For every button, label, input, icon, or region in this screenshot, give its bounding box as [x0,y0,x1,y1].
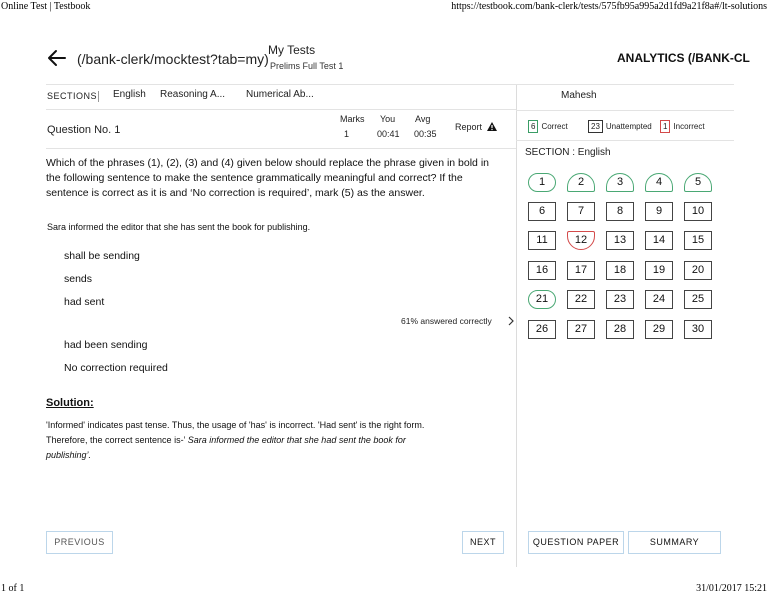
warning-icon [487,122,497,131]
question-box-24[interactable]: 24 [645,290,673,309]
my-tests-title[interactable]: My Tests [268,43,316,57]
question-box-5[interactable]: 5 [684,173,712,192]
question-box-13[interactable]: 13 [606,231,634,250]
question-box-8[interactable]: 8 [606,202,634,221]
tab-numerical[interactable]: Numerical Ab... [246,89,314,100]
tab-reasoning[interactable]: Reasoning A... [160,89,226,100]
tab-english[interactable]: English [113,89,146,100]
header-divider [46,84,734,85]
solution-line-3 [46,448,506,463]
question-box-16[interactable]: 16 [528,261,556,280]
question-bar-divider [46,148,516,149]
question-box-2[interactable]: 2 [567,173,595,192]
you-label: You [380,114,396,124]
next-button[interactable]: NEXT [462,531,504,554]
legend-unattempted [588,119,652,133]
analytics-link[interactable]: ANALYTICS (/BANK-CL [617,51,750,65]
back-arrow-icon[interactable] [46,47,68,69]
question-box-29[interactable]: 29 [645,320,673,339]
solution-title: Solution: [46,397,94,409]
question-paper-button[interactable]: QUESTION PAPER [528,531,624,554]
question-box-14[interactable]: 14 [645,231,673,250]
question-box-18[interactable]: 18 [606,261,634,280]
marks-label: Marks [340,114,365,124]
question-box-23[interactable]: 23 [606,290,634,309]
question-box-25[interactable]: 25 [684,290,712,309]
print-page-url: https://testbook.com/bank-clerk/tests/575fb95a995a2d1fd9a21f8a#/lt-solutions [451,1,767,12]
print-datetime: 31/01/2017 15:21 [696,583,767,594]
report-label: Report [455,122,483,132]
you-time: 00:41 [377,129,400,139]
legend-unattempted-label: Unattempted [605,121,652,131]
option-3[interactable]: had sent [64,296,105,308]
legend-correct-label: Correct [541,121,568,131]
solution-line-1: 'Informed' indicates past tense. Thus, the usage of 'has' is incorrect. 'Had sent' is the right form. [46,420,425,430]
question-box-9[interactable]: 9 [645,202,673,221]
solution-line-2-prefix: Therefore, the correct sentence is-’ [46,435,188,445]
solution-sentence-a: Sara informed the editor that she had sent the book for [187,435,406,445]
user-divider [516,110,734,111]
print-page-title: Online Test | Testbook [1,1,91,12]
sections-label: SECTIONS [47,91,98,101]
question-box-22[interactable]: 22 [567,290,595,309]
legend-incorrect [660,119,705,133]
solution-line-2 [46,433,506,448]
avg-time: 00:35 [414,129,437,139]
legend-correct-count: 6 [528,120,538,133]
question-box-26[interactable]: 26 [528,320,556,339]
option-4[interactable]: had been sending [64,339,148,351]
question-box-28[interactable]: 28 [606,320,634,339]
legend-incorrect-label: Incorrect [673,121,705,131]
option-5[interactable]: No correction required [64,362,168,374]
question-number: Question No. 1 [47,124,121,136]
section-title: SECTION : English [525,147,611,158]
question-box-11[interactable]: 11 [528,231,556,250]
legend-correct [528,119,568,133]
solution-text [46,418,506,463]
chevron-right-icon[interactable] [507,316,515,326]
question-box-19[interactable]: 19 [645,261,673,280]
question-box-6[interactable]: 6 [528,202,556,221]
option-1[interactable]: shall be sending [64,250,140,262]
sections-divider [46,109,516,110]
report-button[interactable] [455,122,497,132]
question-box-21[interactable]: 21 [528,290,556,309]
answered-correctly-stat: 61% answered correctly [401,316,492,326]
solution-sentence-b: publishing’. [46,450,92,460]
question-box-1[interactable]: 1 [528,173,556,192]
question-box-30[interactable]: 30 [684,320,712,339]
question-box-3[interactable]: 3 [606,173,634,192]
test-name: Prelims Full Test 1 [270,61,344,71]
back-link[interactable]: (/bank-clerk/mocktest?tab=my) [77,51,269,67]
question-box-15[interactable]: 15 [684,231,712,250]
question-box-10[interactable]: 10 [684,202,712,221]
question-box-17[interactable]: 17 [567,261,595,280]
question-text: Which of the phrases (1), (2), (3) and (4) given below should replace the phrase given in bold in the following sentence to make the sentence grammatically meaningful and correct? If the sentence is correct as it is and ‘No correction is required’, mark (5) as the answer. [46,157,489,199]
question-box-27[interactable]: 27 [567,320,595,339]
legend-unattempted-count: 23 [588,120,603,133]
avg-label: Avg [415,114,431,124]
user-name: Mahesh [561,90,597,101]
question-box-20[interactable]: 20 [684,261,712,280]
legend-divider [516,140,734,141]
legend-incorrect-count: 1 [660,120,670,133]
question-box-7[interactable]: 7 [567,202,595,221]
option-2[interactable]: sends [64,273,93,285]
question-box-4[interactable]: 4 [645,173,673,192]
question-sentence: Sara informed the editor that she has sent the book for publishing. [47,222,311,232]
print-page-number: 1 of 1 [1,583,25,594]
summary-button[interactable]: SUMMARY [628,531,721,554]
marks-value: 1 [344,129,350,139]
panel-divider [516,84,517,567]
question-box-12[interactable]: 12 [567,231,595,250]
sections-separator [98,91,99,102]
previous-button[interactable]: PREVIOUS [46,531,113,554]
